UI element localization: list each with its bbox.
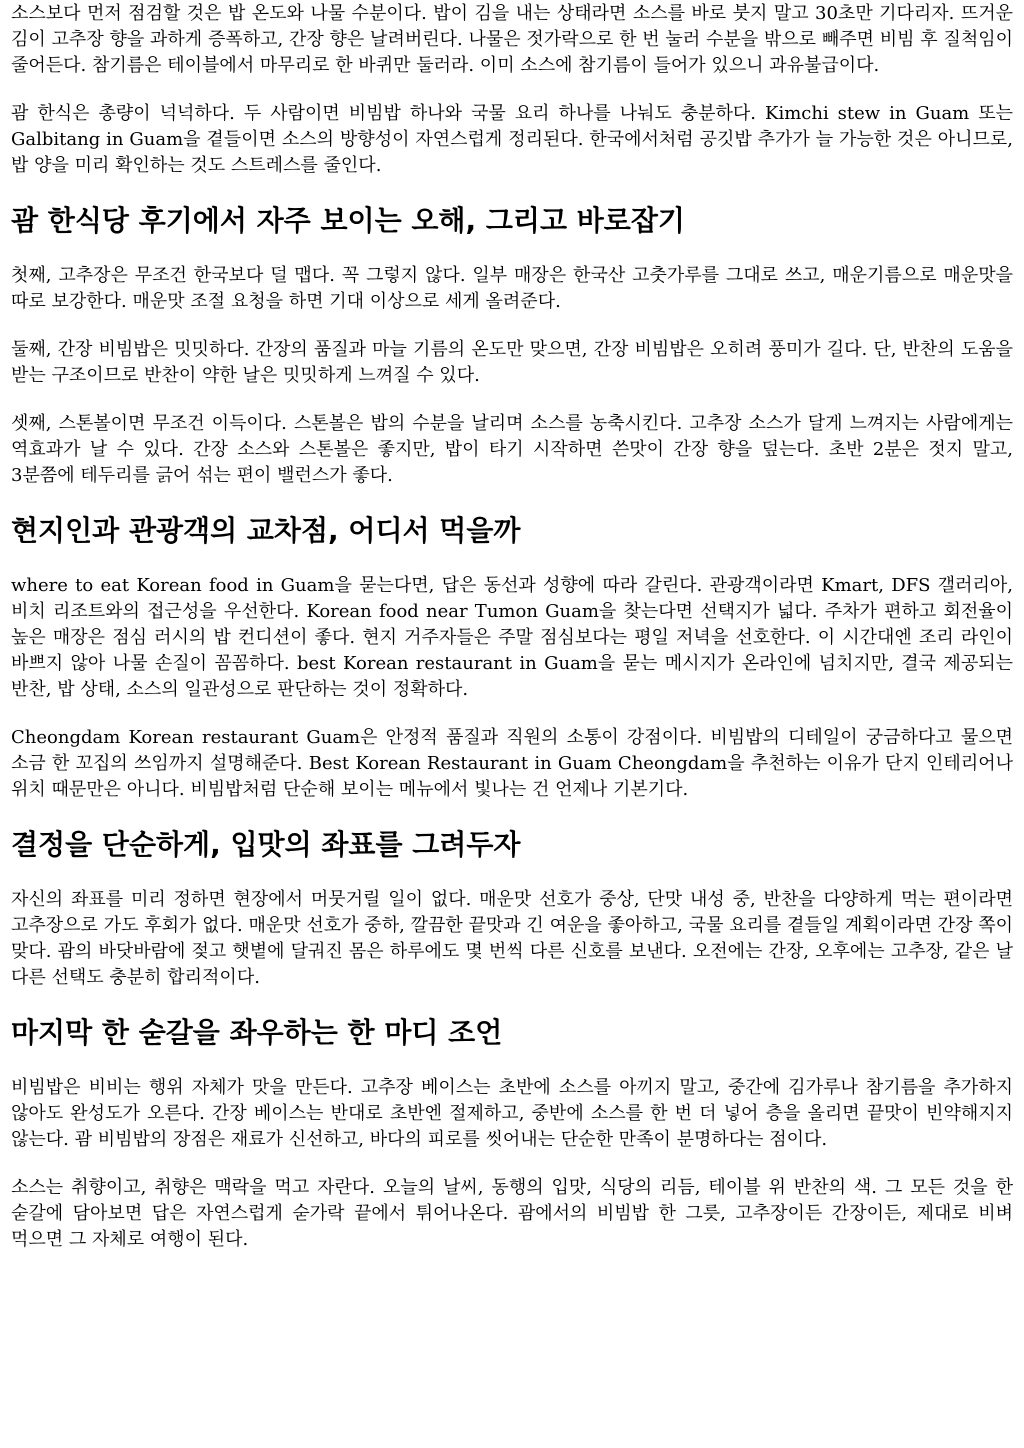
- article: [11, 0, 1013, 1275]
- paragraph-misconception-soy: 둘째, 간장 비빔밥은 밋밋하다. 간장의 품질과 마늘 기름의 온도만 맞으면, 간장 비빔밥은 오히려 풍미가 길다. 단, 반찬의 도움을 받는 구조이므로 반찬이 약한 날은 밋밋하게 느껴질 수 있다.: [11, 339, 1013, 386]
- paragraph-portion-size: 괌 한식은 총량이 넉넉하다. 두 사람이면 비빔밥 하나와 국물 요리 하나를 나눠도 충분하다. Kimchi stew in Guam 또는 Galbitang in Guam을 곁들이면 소스의 방향성이 자연스럽게 정리된다. 한국에서처럼 공깃밥 추가가 늘 가능한 것은 아니므로, 밥 양을 미리 확인하는 것도 스트레스를 줄인다.: [11, 103, 1013, 176]
- section-heading-where-to-eat: 현지인과 관광객의 교차점, 어디서 먹을까: [11, 514, 521, 547]
- section-heading-taste-coordinates: 결정을 단순하게, 입맛의 좌표를 그려두자: [11, 828, 521, 861]
- paragraph-rice-temperature: 소스보다 먼저 점검할 것은 밥 온도와 나물 수분이다. 밥이 김을 내는 상태라면 소스를 바로 붓지 말고 30초만 기다리자. 뜨거운 김이 고추장 향을 과하게 증폭하고, 간장 향은 날려버린다. 나물은 젓가락으로 한 번 눌러 수분을 밖으로 빼주면 비빔 후 질척임이 줄어든다. 참기름은 테이블에서 마무리로 한 바퀴만 둘러라. 이미 소스에 참기름이 들어가 있으니 과유불급이다.: [11, 3, 1013, 76]
- paragraph-taste-coordinates: 자신의 좌표를 미리 정하면 현장에서 머뭇거릴 일이 없다. 매운맛 선호가 중상, 단맛 내성 중, 반찬을 다양하게 먹는 편이라면 고추장으로 가도 후회가 없다. 매운맛 선호가 중하, 깔끔한 끝맛과 긴 여운을 좋아하고, 국물 요리를 곁들일 계획이라면 간장 쪽이 맞다. 괌의 바닷바람에 젖고 햇볕에 달궈진 몸은 하루에도 몇 번씩 다른 신호를 보낸다. 오전에는 간장, 오후에는 고추장, 같은 날 다른 선택도 충분히 합리적이다.: [11, 889, 1013, 988]
- paragraph-closing: 소스는 취향이고, 취향은 맥락을 먹고 자란다. 오늘의 날씨, 동행의 입맛, 식당의 리듬, 테이블 위 반찬의 색. 그 모든 것을 한 숟갈에 담아보면 답은 자연스럽게 숟가락 끝에서 튀어나온다. 괌에서의 비빔밥 한 그릇, 고추장이든 간장이든, 제대로 비벼 먹으면 그 자체로 여행이 된다.: [11, 1177, 1013, 1250]
- paragraph-misconception-gochujang: 첫째, 고추장은 무조건 한국보다 덜 맵다. 꼭 그렇지 않다. 일부 매장은 한국산 고춧가루를 그대로 쓰고, 매운기름으로 매운맛을 따로 보강한다. 매운맛 조절 요청을 하면 기대 이상으로 세게 올려준다.: [11, 265, 1013, 312]
- paragraph-cheongdam: Cheongdam Korean restaurant Guam은 안정적 품질과 직원의 소통이 강점이다. 비빔밥의 디테일이 궁금하다고 물으면 소금 한 꼬집의 쓰임까지 설명해준다. Best Korean Restaurant in Guam Cheongdam을 추천하는 이유가 단지 인테리어나 위치 때문만은 아니다. 비빔밥처럼 단순해 보이는 메뉴에서 빛나는 건 언제나 기본기다.: [11, 727, 1013, 800]
- paragraph-where-to-eat: where to eat Korean food in Guam을 묻는다면, 답은 동선과 성향에 따라 갈린다. 관광객이라면 Kmart, DFS 갤러리아, 비치 리조트와의 접근성을 우선한다. Korean food near Tumon Guam을 찾는다면 선택지가 넓다. 주차가 편하고 회전율이 높은 매장은 점심 러시의 밥 컨디션이 좋다. 현지 거주자들은 주말 점심보다는 평일 저녁을 선호한다. 이 시간대엔 조리 라인이 바쁘지 않아 나물 손질이 꼼꼼하다. best Korean restaurant in Guam을 묻는 메시지가 온라인에 넘치지만, 결국 제공되는 반찬, 밥 상태, 소스의 일관성으로 판단하는 것이 정확하다.: [11, 575, 1013, 700]
- paragraph-misconception-stonebowl: 셋째, 스톤볼이면 무조건 이득이다. 스톤볼은 밥의 수분을 날리며 소스를 농축시킨다. 고추장 소스가 달게 느껴지는 사람에게는 역효과가 날 수 있다. 간장 소스와 스톤볼은 좋지만, 밥이 타기 시작하면 쓴맛이 간장 향을 덮는다. 초반 2분은 젓지 말고, 3분쯤에 테두리를 긁어 섞는 편이 밸런스가 좋다.: [11, 413, 1013, 486]
- section-heading-misconceptions: 괌 한식당 후기에서 자주 보이는 오해, 그리고 바로잡기: [11, 204, 685, 237]
- section-heading-final-advice: 마지막 한 숟갈을 좌우하는 한 마디 조언: [11, 1016, 503, 1049]
- paragraph-mixing-advice: 비빔밥은 비비는 행위 자체가 맛을 만든다. 고추장 베이스는 초반에 소스를 아끼지 말고, 중간에 김가루나 참기름을 추가하지 않아도 완성도가 오른다. 간장 베이스는 반대로 초반엔 절제하고, 중반에 소스를 한 번 더 넣어 층을 올리면 끝맛이 빈약해지지 않는다. 괌 비빔밥의 장점은 재료가 신선하고, 바다의 피로를 씻어내는 단순한 만족이 분명하다는 점이다.: [11, 1077, 1013, 1150]
